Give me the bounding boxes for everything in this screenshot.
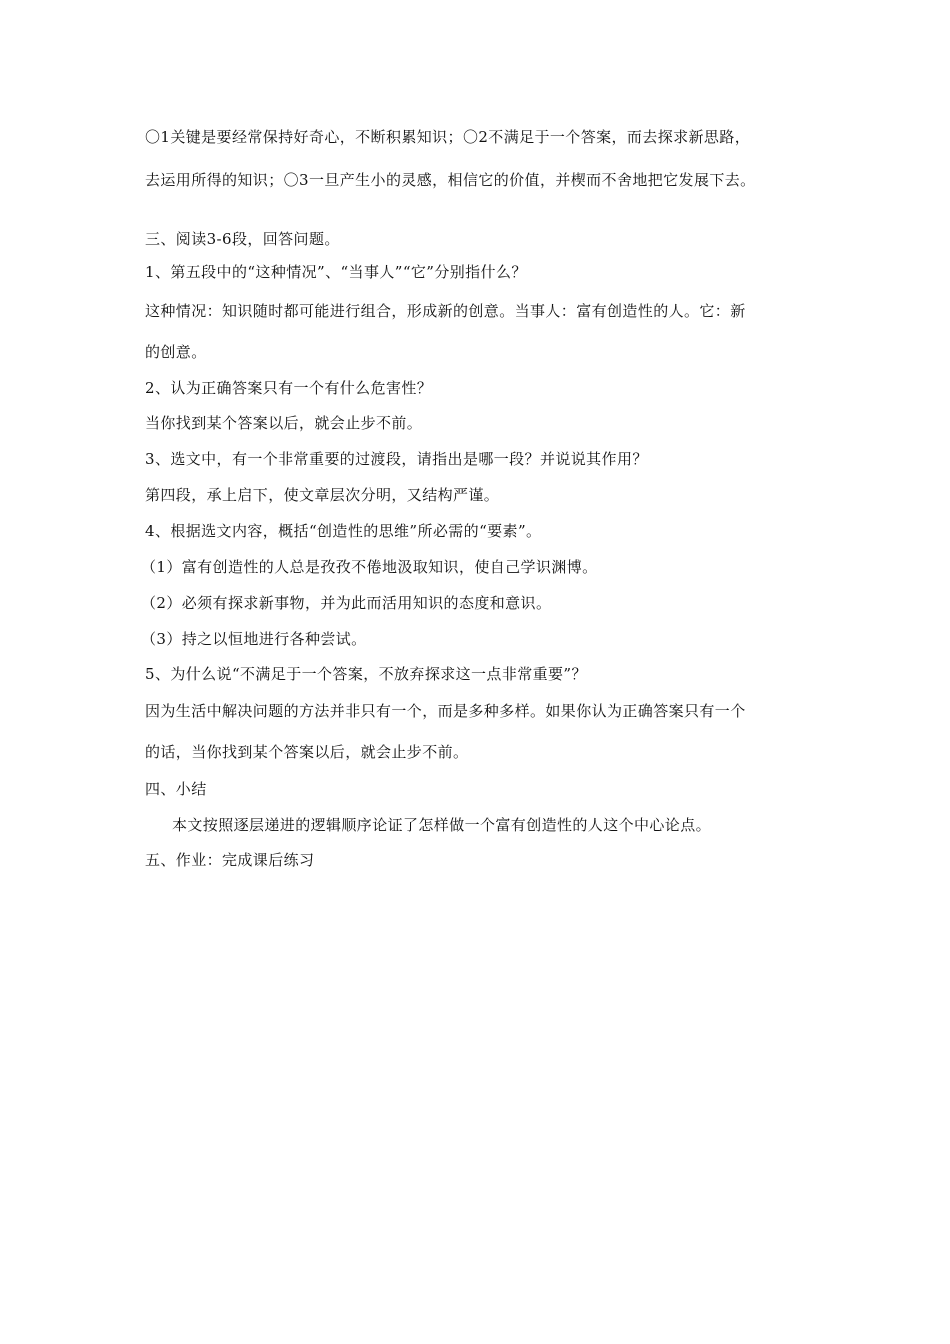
answer-1-line-2: 的创意。 — [145, 343, 207, 361]
section-three-heading: 三、阅读3-6段，回答问题。 — [145, 230, 340, 248]
summary-text: 本文按照逐层递进的逻辑顺序论证了怎样做一个富有创造性的人这个中心论点。 — [172, 816, 712, 834]
question-5: 5、为什么说“不满足于一个答案，不放弃探求这一点非常重要”？ — [145, 665, 587, 683]
answer-2: 当你找到某个答案以后，就会止步不前。 — [145, 414, 423, 432]
question-1: 1、第五段中的“这种情况”、“当事人”“它”分别指什么？ — [145, 263, 527, 281]
answer-line-1: 〇1关键是要经常保持好奇心，不断积累知识；〇2不满足于一个答案，而去探求新思路， — [145, 128, 751, 146]
answer-5-line-1: 因为生活中解决问题的方法并非只有一个，而是多种多样。如果你认为正确答案只有一个 — [145, 702, 746, 720]
question-4: 4、根据选文内容，概括“创造性的思维”所必需的“要素”。 — [145, 522, 542, 540]
answer-4-item-1: （1）富有创造性的人总是孜孜不倦地汲取知识，使自己学识渊博。 — [141, 558, 598, 576]
answer-4-item-3: （3）持之以恒地进行各种尝试。 — [141, 630, 367, 648]
answer-5-line-2: 的话，当你找到某个答案以后，就会止步不前。 — [145, 743, 469, 761]
section-five-homework: 五、作业：完成课后练习 — [145, 851, 315, 869]
question-3: 3、选文中，有一个非常重要的过渡段，请指出是哪一段？并说说其作用？ — [145, 450, 648, 468]
section-four-heading: 四、小结 — [145, 780, 207, 798]
answer-1-line-1: 这种情况：知识随时都可能进行组合，形成新的创意。当事人：富有创造性的人。它：新 — [145, 302, 746, 320]
question-2: 2、认为正确答案只有一个有什么危害性？ — [145, 379, 433, 397]
answer-line-2: 去运用所得的知识；〇3一旦产生小的灵感，相信它的价值，并楔而不舍地把它发展下去。 — [145, 171, 756, 189]
answer-3: 第四段，承上启下，使文章层次分明，又结构严谨。 — [145, 486, 500, 504]
answer-4-item-2: （2）必须有探求新事物，并为此而活用知识的态度和意识。 — [141, 594, 552, 612]
